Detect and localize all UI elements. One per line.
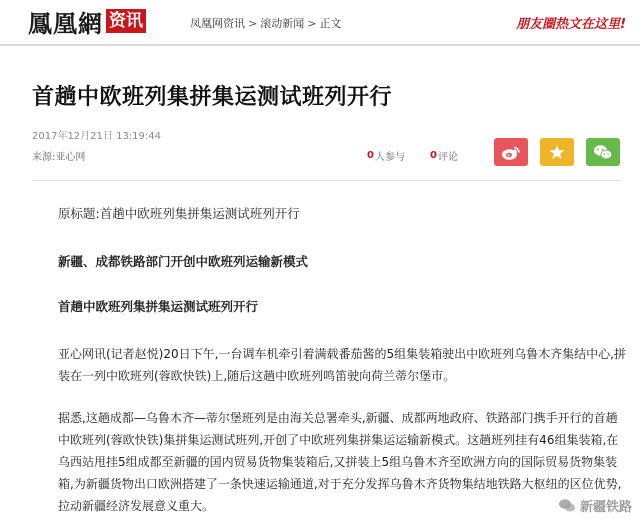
- source-label: 来源:: [32, 152, 56, 163]
- wechat-icon: [593, 144, 613, 161]
- join-number: 0: [367, 150, 374, 161]
- breadcrumb-current: 正文: [319, 17, 342, 30]
- article-title: 首趟中欧班列集拼集运测试班列开行: [32, 85, 393, 110]
- comment-count[interactable]: [430, 148, 458, 163]
- article-source: [32, 148, 85, 163]
- wechat-watermark-icon: [558, 498, 576, 513]
- meta-divider: [32, 180, 622, 181]
- comment-number: 0: [430, 150, 437, 161]
- logo-channel-tag: 资讯: [106, 9, 146, 33]
- watermark: [558, 496, 632, 515]
- share-wechat-button[interactable]: [586, 138, 620, 166]
- comment-label: 评论: [437, 152, 458, 163]
- breadcrumb-separator: >: [248, 16, 258, 30]
- breadcrumb-separator: >: [307, 16, 317, 30]
- article-subheading: 首趟中欧班列集拼集运测试班列开行: [58, 299, 259, 314]
- source-name[interactable]: 亚心网: [55, 152, 86, 163]
- star-icon: [549, 144, 565, 160]
- site-header: [0, 0, 640, 46]
- join-label: 人参与: [374, 152, 405, 163]
- article-paragraph: 亚心网讯(记者赵悦)20日下午,一台调车机牵引着满载番茄酱的5组集装箱驶出中欧班列乌鲁木齐集结中心,拼装在一列中欧班列(蓉欧快铁)上,随后这趟中欧班列鸣笛驶向荷兰蒂尔堡市。: [58, 347, 626, 383]
- promo-link[interactable]: 朋友圈热文在这里!: [516, 17, 626, 32]
- original-title: 原标题:首趟中欧班列集拼集运测试班列开行: [58, 206, 300, 221]
- article-subheading: 新疆、成都铁路部门开创中欧班列运输新模式: [58, 254, 309, 269]
- article-date: 2017年12月21日 13:19:44: [32, 131, 161, 142]
- ifeng-logo[interactable]: [28, 6, 146, 36]
- watermark-text: 新疆铁路: [579, 500, 632, 515]
- logo-text: 鳳凰網: [28, 8, 103, 38]
- breadcrumb-home[interactable]: 凤凰网资讯: [190, 17, 245, 30]
- share-weibo-button[interactable]: [494, 138, 528, 166]
- favorite-button[interactable]: [540, 138, 574, 166]
- breadcrumb: [190, 15, 341, 31]
- article-paragraph: 据悉,这趟成都—乌鲁木齐—蒂尔堡班列是由海关总署牵头,新疆、成都两地政府、铁路部门携手开行的首趟中欧班列(蓉欧快铁)集拼集运测试班列,开创了中欧班列集拼集运运输新模式。这趟班列挂有46组集装箱,在乌西站甩挂5组成都至新疆的国内贸易货物集装箱后,又拼装上5组乌鲁木齐至欧洲方向的国际贸易货物集装箱,为新疆货物出口欧洲搭建了一条快速运输通道,对于充分发挥乌鲁木齐货物集结地铁路大枢纽的区位优势,拉动新疆经济发展意义重大。: [58, 411, 622, 513]
- breadcrumb-rolling-news[interactable]: 滚动新闻: [260, 17, 305, 30]
- join-count[interactable]: [367, 148, 405, 163]
- weibo-icon: [501, 144, 521, 161]
